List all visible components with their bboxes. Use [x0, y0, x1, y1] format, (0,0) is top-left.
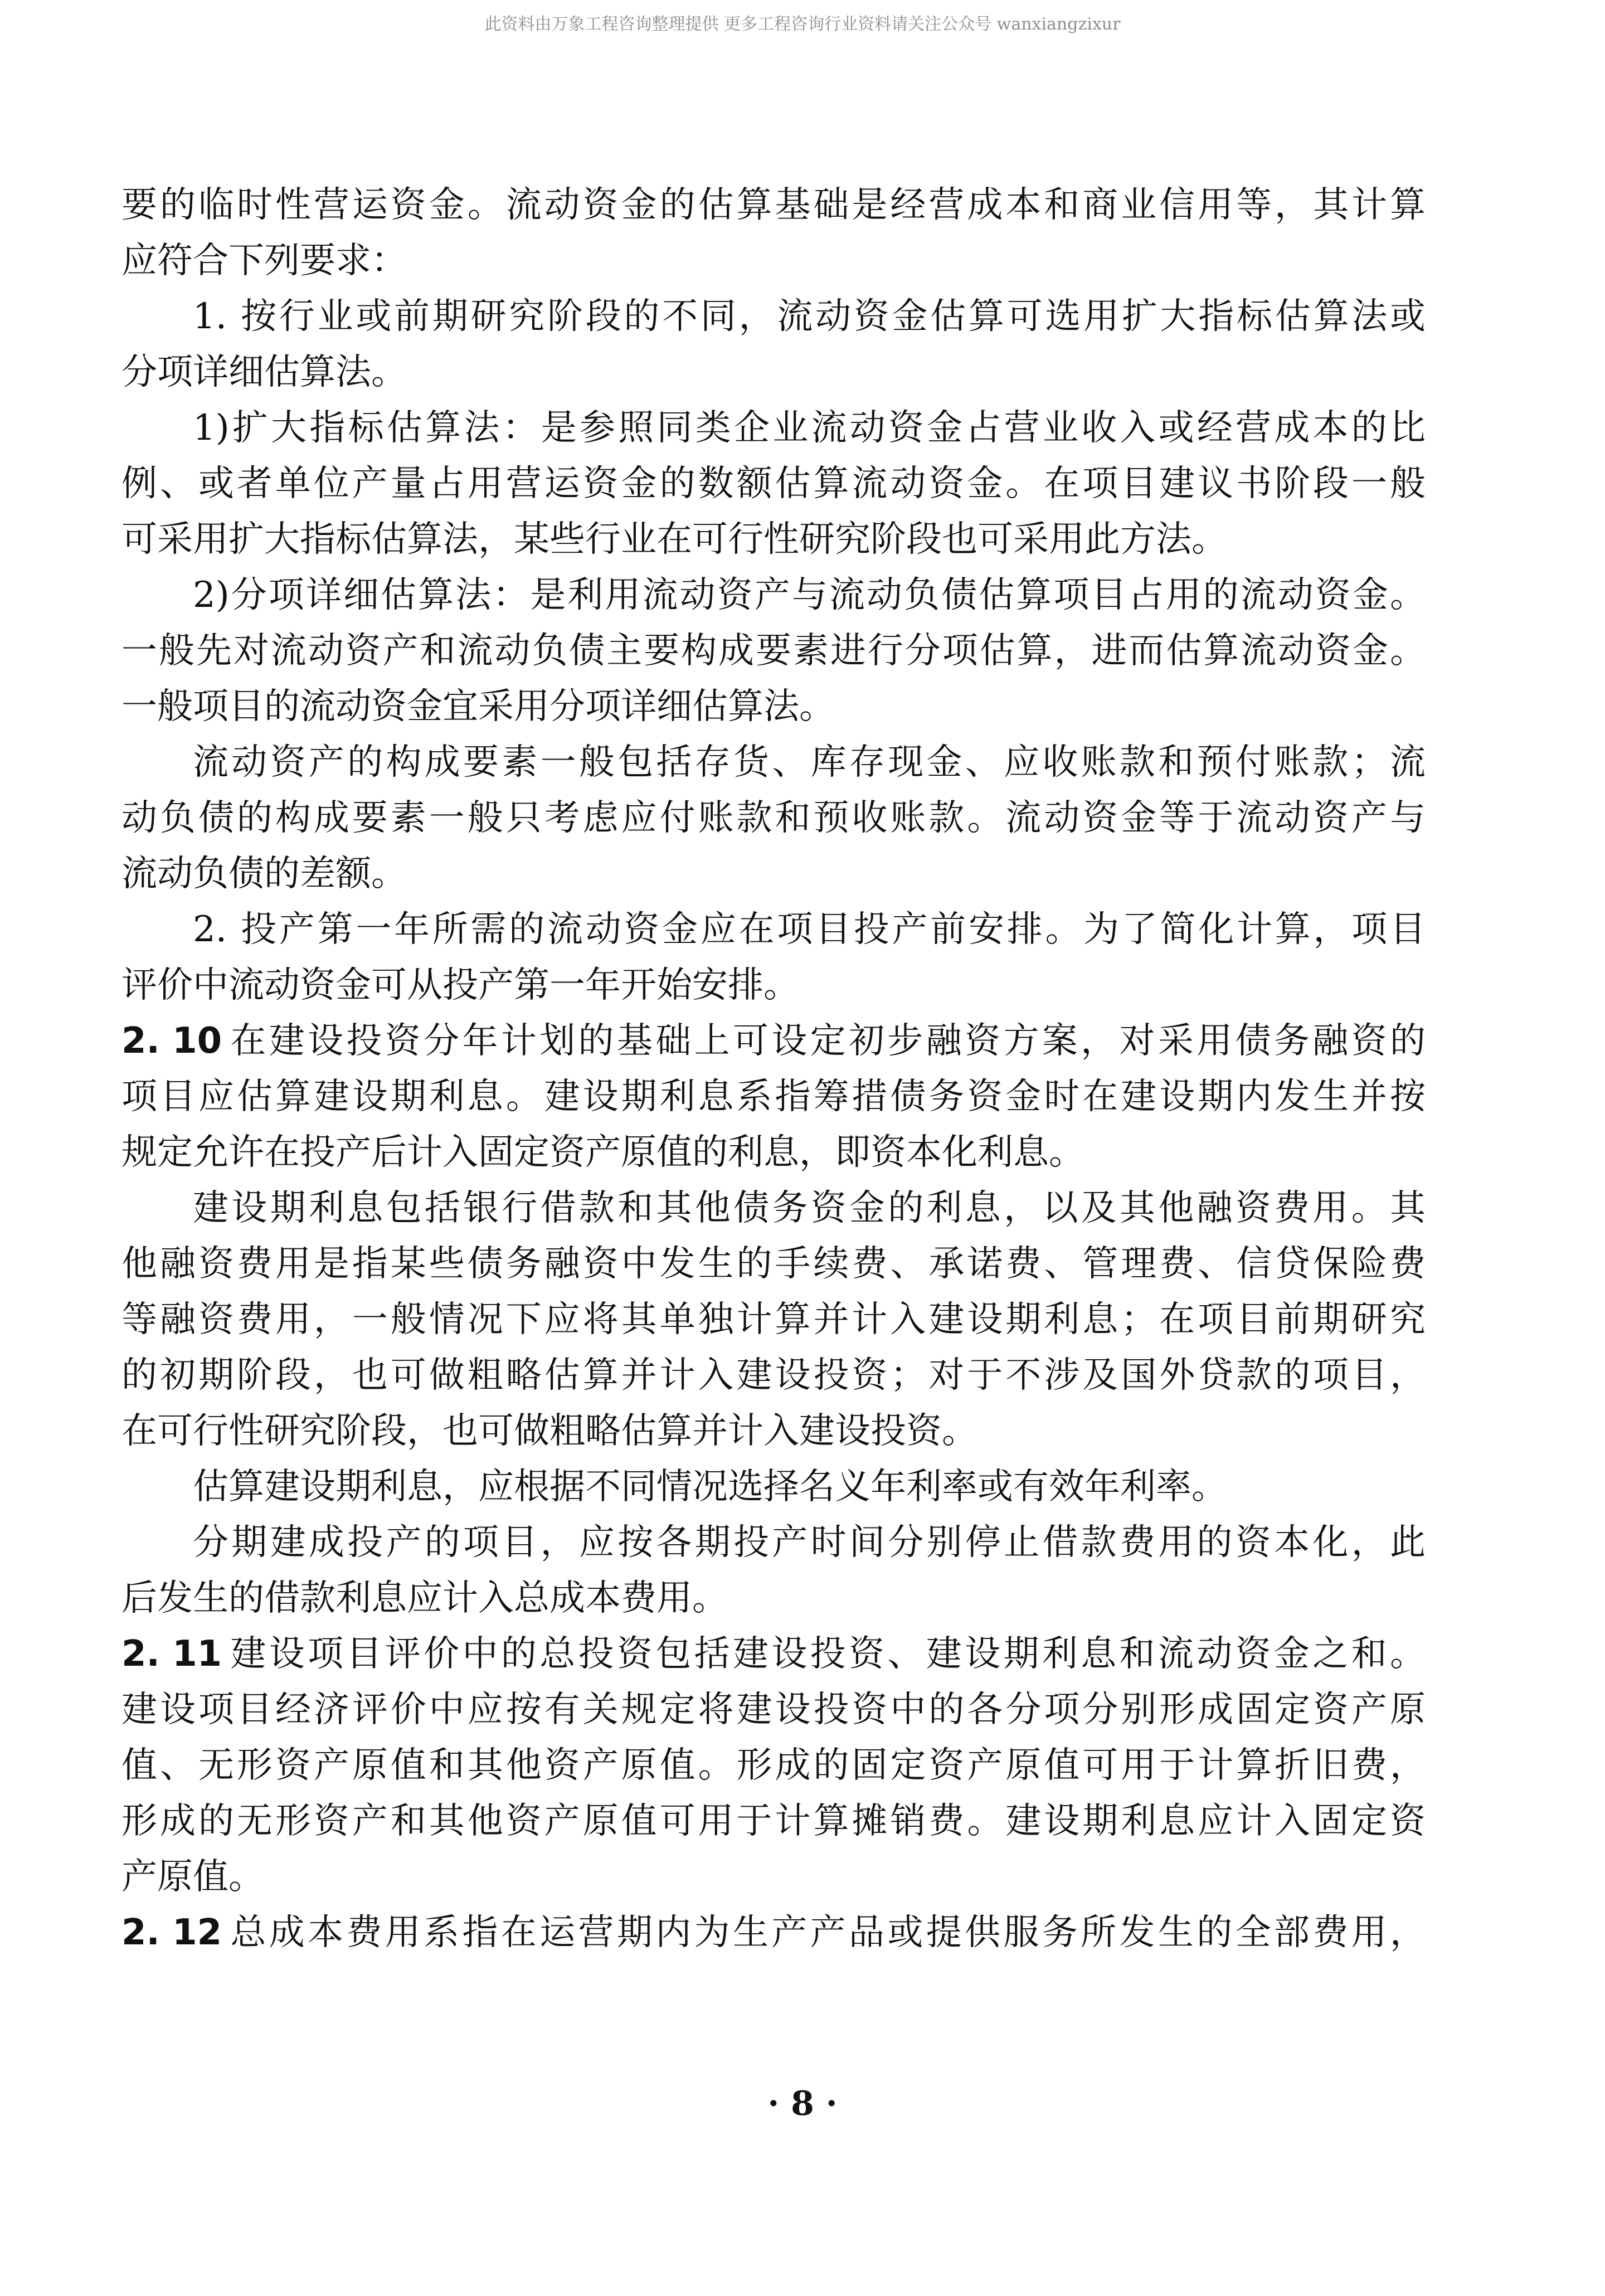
- text-line: 1)扩大指标估算法：是参照同类企业流动资金占营业收入或经营成本的比: [193, 407, 1426, 449]
- text-line: 建设期利息包括银行借款和其他债务资金的利息，以及其他融资费用。其: [193, 1188, 1426, 1229]
- text-line: 分期建成投产的项目，应按各期投产时间分别停止借款费用的资本化，此: [193, 1522, 1426, 1563]
- text-line: 一般项目的流动资金宜采用分项详细估算法。: [121, 686, 835, 727]
- section-number: 2. 12: [121, 1912, 222, 1953]
- text-line: 估算建设期利息，应根据不同情况选择名义年利率或有效年利率。: [193, 1466, 1227, 1507]
- text-line: 例、或者单位产量占用营运资金的数额估算流动资金。在项目建议书阶段一般: [121, 463, 1426, 504]
- text-line: 建设项目经济评价中应按有关规定将建设投资中的各分项分别形成固定资产原: [121, 1689, 1426, 1730]
- text-line: 产原值。: [121, 1856, 264, 1898]
- text-line: 形成的无形资产和其他资产原值可用于计算摊销费。建设期利息应计入固定资: [121, 1801, 1426, 1842]
- text-line: 分项详细估算法。: [121, 352, 407, 393]
- text-line: 1. 按行业或前期研究阶段的不同，流动资金估算可选用扩大指标估算法或: [193, 296, 1426, 337]
- text-line: 应符合下列要求：: [121, 240, 407, 281]
- text-line: 的初期阶段，也可做粗略估算并计入建设投资；对于不涉及国外贷款的项目，: [121, 1355, 1426, 1396]
- text-line: 项目应估算建设期利息。建设期利息系指筹措债务资金时在建设期内发生并按: [121, 1076, 1426, 1117]
- text-line: 规定允许在投产后计入固定资产原值的利息，即资本化利息。: [121, 1132, 1084, 1173]
- section-2-10-first-line: [121, 1013, 1426, 1069]
- text-line: 总成本费用系指在运营期内为生产产品或提供服务所发生的全部费用，: [227, 1912, 1426, 1953]
- page-number: · 8 ·: [767, 2084, 838, 2123]
- text-line: 可采用扩大指标估算法，某些行业在可行性研究阶段也可采用此方法。: [121, 519, 1227, 560]
- text-line: 2. 投产第一年所需的流动资金应在项目投产前安排。为了简化计算，项目: [193, 909, 1426, 950]
- section-2-11-first-line: [121, 1626, 1426, 1682]
- section-number: 2. 10: [121, 1020, 222, 1062]
- text-line: 流动资产的构成要素一般包括存货、库存现金、应收账款和预付账款；流: [193, 742, 1426, 783]
- watermark-header: 此资料由万象工程咨询整理提供 更多工程咨询行业资料请关注公众号 wanxiangzixur: [484, 14, 1121, 34]
- section-number: 2. 11: [121, 1633, 222, 1675]
- text-line: 评价中流动资金可从投产第一年开始安排。: [121, 965, 799, 1006]
- text-line: 在可行性研究阶段，也可做粗略估算并计入建设投资。: [121, 1410, 977, 1452]
- text-line: 等融资费用，一般情况下应将其单独计算并计入建设期利息；在项目前期研究: [121, 1299, 1426, 1340]
- document-body: [121, 177, 1426, 1961]
- text-line: 动负债的构成要素一般只考虑应付账款和预收账款。流动资金等于流动资产与: [121, 797, 1426, 839]
- text-line: 流动负债的差额。: [121, 853, 407, 894]
- text-line: 一般先对流动资产和流动负债主要构成要素进行分项估算，进而估算流动资金。: [121, 630, 1426, 672]
- text-line: 要的临时性营运资金。流动资金的估算基础是经营成本和商业信用等，其计算: [121, 184, 1426, 226]
- text-line: 后发生的借款利息应计入总成本费用。: [121, 1578, 728, 1619]
- text-line: 值、无形资产原值和其他资产原值。形成的固定资产原值可用于计算折旧费，: [121, 1745, 1426, 1786]
- text-line: 他融资费用是指某些债务融资中发生的手续费、承诺费、管理费、信贷保险费: [121, 1243, 1426, 1285]
- text-line: 建设项目评价中的总投资包括建设投资、建设期利息和流动资金之和。: [227, 1633, 1426, 1675]
- text-line: 在建设投资分年计划的基础上可设定初步融资方案，对采用债务融资的: [227, 1020, 1426, 1062]
- text-line: 2)分项详细估算法：是利用流动资产与流动负债估算项目占用的流动资金。: [193, 575, 1426, 616]
- section-2-12-first-line: [121, 1905, 1426, 1961]
